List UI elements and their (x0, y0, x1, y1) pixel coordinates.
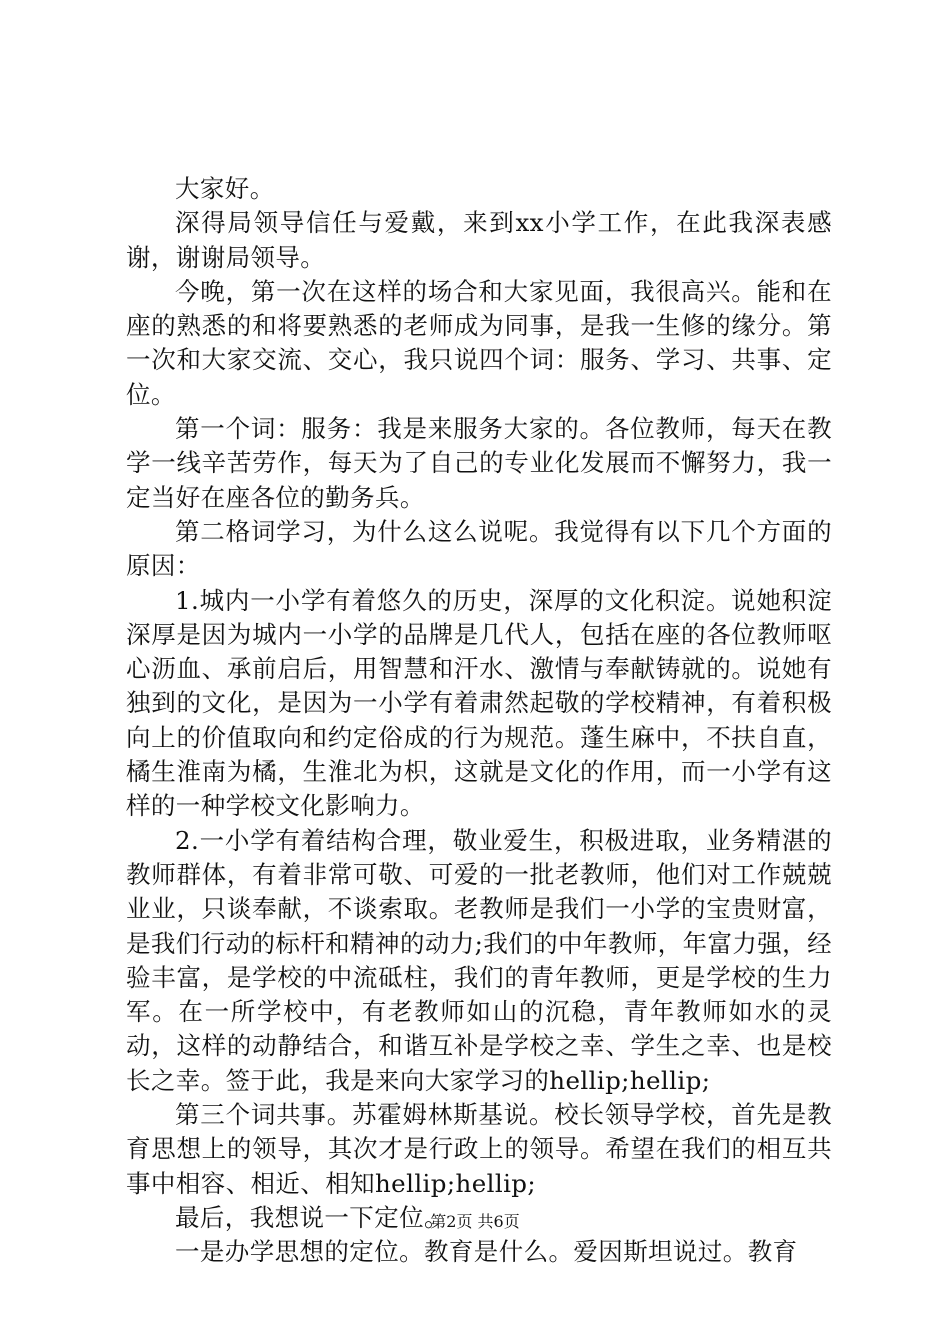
paragraph-school-philosophy: 一是办学思想的定位。教育是什么。爱因斯坦说过。教育 (175, 1237, 798, 1267)
paragraph-cooperation: 第三个词共事。苏霍姆林斯基说。校长领导学校，首先是教育思想上的领导，其次才是行政上的领导。希望在我们的相互共事中相容、相近、相知hellip;hellip; (126, 1100, 832, 1198)
paragraph-intro: 今晚，第一次在这样的场合和大家见面，我很高兴。能和在座的熟悉的和将要熟悉的老师成为同事，是我一生修的缘分。第一次和大家交流、交心，我只说四个词：服务、学习、共事、定位。 (126, 276, 832, 409)
paragraph-greeting: 大家好。 (175, 174, 275, 203)
paragraph-service: 第一个词：服务：我是来服务大家的。各位教师，每天在教学一线辛苦劳作，每天为了自己的专业化发展而不懈努力，我一定当好在座各位的勤务兵。 (126, 414, 832, 512)
paragraph-point-1: 1.城内一小学有着悠久的历史，深厚的文化积淀。说她积淀深厚是因为城内一小学的品牌是几代人，包括在座的各位教师呕心沥血、承前启后，用智慧和汗水、激情与奉献铸就的。说她有独到的文化，是因为一小学有着肃然起敬的学校精神，有着积极向上的价值取向和约定俗成的行为规范。蓬生麻中，不扶自直，橘生淮南为橘，生淮北为枳，这就是文化的作用，而一小学有这样的一种学校文化影响力。 (126, 585, 832, 821)
paragraph-thanks: 深得局领导信任与爱戴，来到xx小学工作，在此我深表感谢，谢谢局领导。 (126, 208, 832, 272)
document-body (126, 172, 832, 1270)
paragraph-study: 第二格词学习，为什么这么说呢。我觉得有以下几个方面的原因： (126, 516, 832, 581)
page-number: 第2页 共6页 (430, 1212, 520, 1231)
paragraph-point-2: 2.一小学有着结构合理，敬业爱生，积极进取，业务精湛的教师群体，有着非常可敬、可爱的一批老教师，他们对工作兢兢业业，只谈奉献，不谈索取。老教师是我们一小学的宝贵财富，是我们行动的标杆和精神的动力;我们的中年教师，年富力强，经验丰富，是学校的中流砥柱，我们的青年教师，更是学校的生力军。在一所学校中，有老教师如山的沉稳，青年教师如水的灵动，这样的动静结合，和谐互补是学校之幸、学生之幸、也是校长之幸。签于此，我是来向大家学习的hellip;hellip; (126, 825, 832, 1095)
page-footer (0, 1212, 950, 1232)
paragraph-positioning: 最后，我想说一下定位。 (175, 1202, 449, 1232)
